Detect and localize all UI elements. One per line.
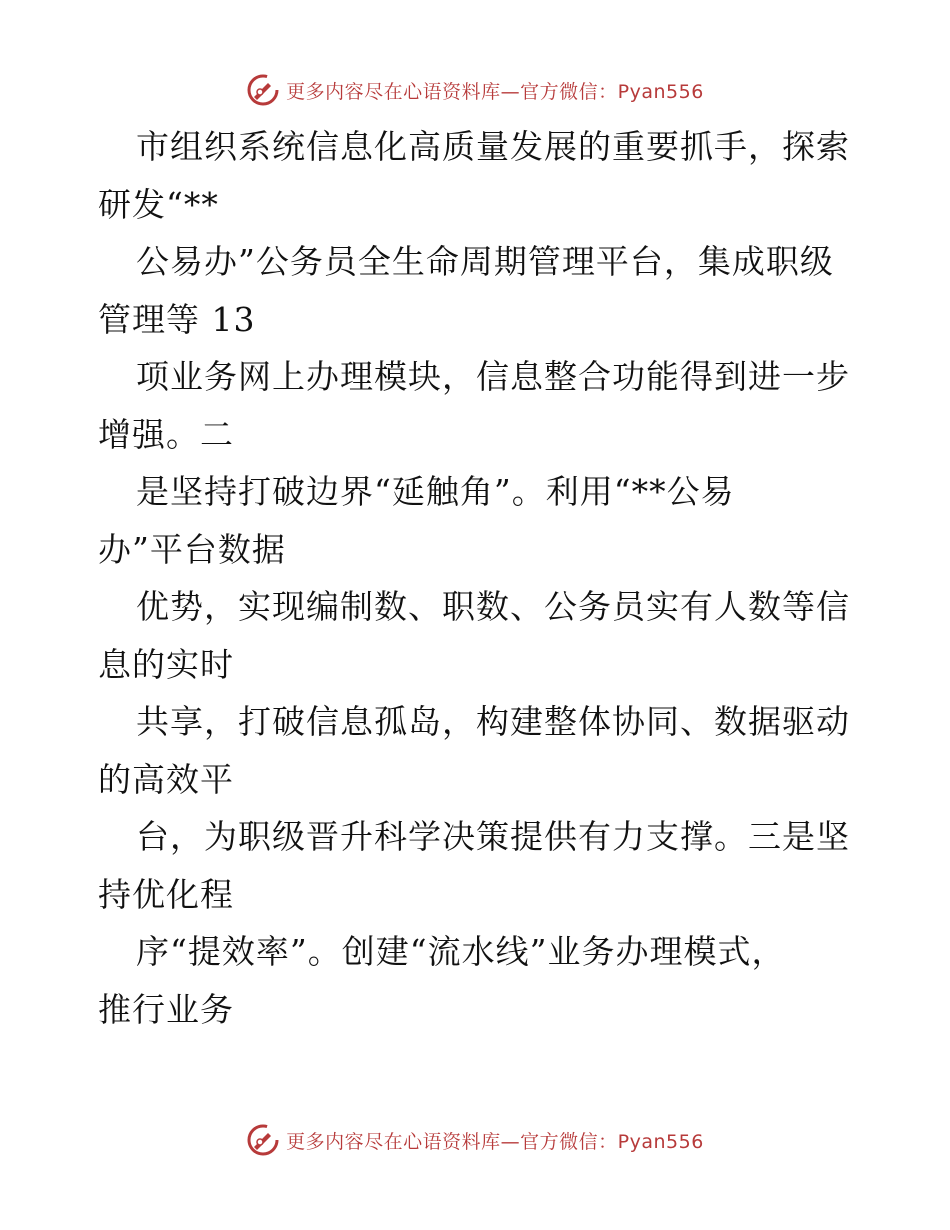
header-watermark-text: 更多内容尽在心语资料库—官方微信：Pyan556	[286, 80, 704, 103]
text-line: 公易办”公务员全生命周期管理平台，集成职级	[136, 242, 834, 281]
text-line: 管理等 13	[98, 299, 256, 339]
text-line: 持优化程	[98, 874, 234, 914]
text-line: 息的实时	[98, 644, 234, 684]
document-body	[98, 118, 858, 1038]
footer-watermark-text: 更多内容尽在心语资料库—官方微信：Pyan556	[286, 1130, 704, 1153]
header-watermark-banner	[0, 70, 950, 110]
text-line: 共享，打破信息孤岛，构建整体协同、数据驱动	[136, 702, 850, 741]
brush-logo-icon	[246, 73, 280, 107]
text-line: 的高效平	[98, 759, 234, 799]
text-line: 项业务网上办理模块，信息整合功能得到进一步	[136, 357, 850, 396]
text-line: 序“提效率”。创建“流水线”业务办理模式，	[136, 932, 786, 971]
text-line: 是坚持打破边界“延触角”。利用“**公易	[136, 472, 735, 511]
text-line: 推行业务	[98, 989, 234, 1029]
text-line: 增强。二	[98, 414, 234, 454]
text-line: 市组织系统信息化高质量发展的重要抓手，探索	[136, 127, 850, 166]
text-line: 研发“**	[98, 184, 219, 224]
text-line: 办”平台数据	[98, 529, 286, 569]
text-line: 优势，实现编制数、职数、公务员实有人数等信	[136, 587, 850, 626]
brush-logo-icon	[246, 1123, 280, 1157]
text-line: 台，为职级晋升科学决策提供有力支撑。三是坚	[136, 817, 850, 856]
footer-watermark-banner	[0, 1120, 950, 1160]
